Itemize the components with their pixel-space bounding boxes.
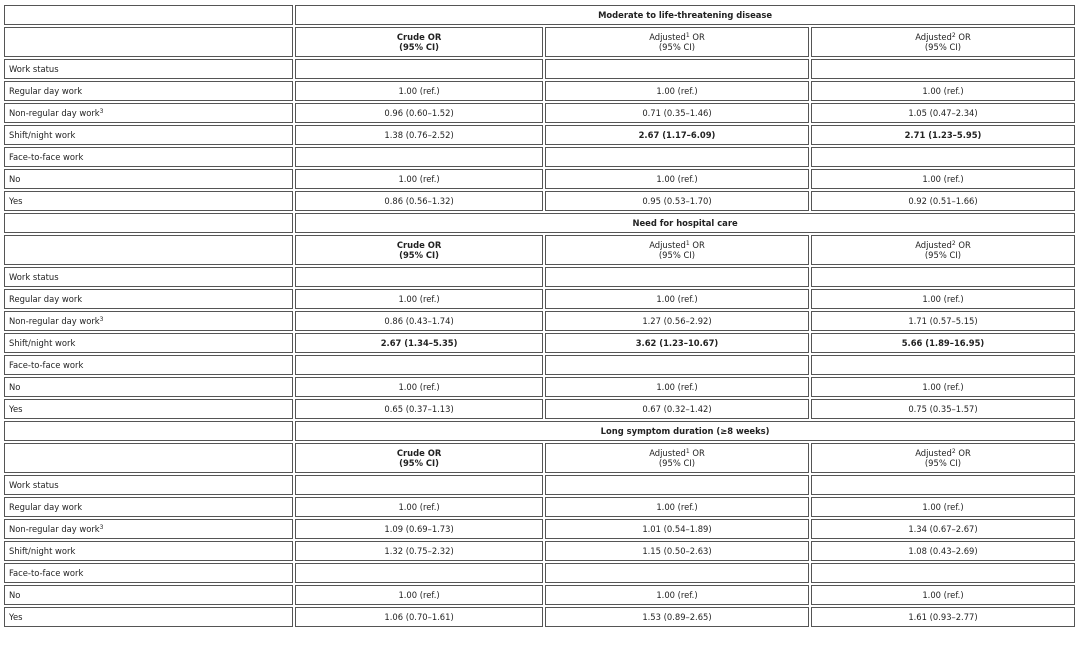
row-label-text: Work status	[9, 480, 59, 490]
table-row	[4, 147, 1075, 167]
table-cell: 0.65 (0.37–1.13)	[295, 399, 543, 419]
row-label-text: Work status	[9, 64, 59, 74]
table-cell: 1.61 (0.93–2.77)	[811, 607, 1075, 627]
table-cell	[295, 563, 543, 583]
header-text-suffix: OR	[955, 448, 971, 458]
section-title-row	[4, 213, 1075, 233]
table-cell: 1.00 (ref.)	[295, 497, 543, 517]
empty-cell	[4, 5, 293, 25]
table-row	[4, 399, 1075, 419]
table-row	[4, 125, 1075, 145]
row-label-text: No	[9, 174, 21, 184]
table-row	[4, 355, 1075, 375]
section-title: Need for hospital care	[295, 213, 1075, 233]
row-label	[4, 563, 293, 583]
header-text: Adjusted	[915, 240, 952, 250]
footnote-mark: 3	[99, 108, 104, 115]
column-header	[295, 443, 543, 473]
row-label-text: Shift/night work	[9, 338, 76, 348]
table-row	[4, 103, 1075, 123]
table-row	[4, 541, 1075, 561]
header-text: Adjusted	[915, 448, 952, 458]
row-label-text: Yes	[9, 404, 23, 414]
row-label	[4, 267, 293, 287]
table-cell: 1.32 (0.75–2.32)	[295, 541, 543, 561]
table-cell: 1.00 (ref.)	[811, 289, 1075, 309]
table-cell	[545, 267, 809, 287]
table-row	[4, 59, 1075, 79]
table-cell: 1.08 (0.43–2.69)	[811, 541, 1075, 561]
column-header	[811, 27, 1075, 57]
row-label	[4, 585, 293, 605]
table-cell: 1.53 (0.89–2.65)	[545, 607, 809, 627]
section-title-row	[4, 5, 1075, 25]
table-cell	[295, 475, 543, 495]
table-cell: 1.00 (ref.)	[811, 81, 1075, 101]
column-header-row	[4, 27, 1075, 57]
table-row	[4, 169, 1075, 189]
table-cell: 1.06 (0.70–1.61)	[295, 607, 543, 627]
table-cell: 1.00 (ref.)	[295, 377, 543, 397]
table-row	[4, 191, 1075, 211]
footnote-mark: 2	[951, 448, 956, 455]
table-row	[4, 311, 1075, 331]
table-cell: 0.67 (0.32–1.42)	[545, 399, 809, 419]
header-text: Adjusted	[649, 32, 686, 42]
row-label-text: Yes	[9, 196, 23, 206]
table-cell: 5.66 (1.89–16.95)	[811, 333, 1075, 353]
footnote-mark: 1	[685, 240, 690, 247]
row-label-text: No	[9, 590, 21, 600]
table-cell: 1.00 (ref.)	[545, 377, 809, 397]
header-text: Crude OR	[396, 448, 442, 458]
footnote-mark: 1	[685, 32, 690, 39]
table-cell	[545, 563, 809, 583]
table-row	[4, 81, 1075, 101]
table-cell: 1.00 (ref.)	[811, 377, 1075, 397]
table-cell	[545, 59, 809, 79]
table-cell: 1.15 (0.50–2.63)	[545, 541, 809, 561]
header-ci: (95% CI)	[399, 42, 440, 52]
row-label	[4, 147, 293, 167]
table-cell	[295, 147, 543, 167]
column-header-row	[4, 443, 1075, 473]
header-ci: (95% CI)	[924, 42, 962, 52]
footnote-mark: 1	[685, 448, 690, 455]
table-cell	[811, 475, 1075, 495]
table-cell: 1.00 (ref.)	[811, 497, 1075, 517]
table-row	[4, 563, 1075, 583]
row-label	[4, 519, 293, 539]
table-cell: 0.95 (0.53–1.70)	[545, 191, 809, 211]
row-label-text: Work status	[9, 272, 59, 282]
row-label	[4, 169, 293, 189]
section-title-row	[4, 421, 1075, 441]
table-cell: 2.71 (1.23–5.95)	[811, 125, 1075, 145]
header-text-suffix: OR	[689, 32, 705, 42]
table-row	[4, 475, 1075, 495]
column-header	[811, 443, 1075, 473]
table-row	[4, 267, 1075, 287]
header-text: Crude OR	[396, 240, 442, 250]
table-cell: 1.00 (ref.)	[811, 169, 1075, 189]
row-label	[4, 377, 293, 397]
table-cell: 0.92 (0.51–1.66)	[811, 191, 1075, 211]
empty-cell	[4, 27, 293, 57]
row-label-text: Non-regular day work	[9, 316, 100, 326]
header-text: Crude OR	[396, 32, 442, 42]
row-label-text: Regular day work	[9, 502, 83, 512]
column-header-row	[4, 235, 1075, 265]
row-label	[4, 541, 293, 561]
table-cell: 0.96 (0.60–1.52)	[295, 103, 543, 123]
table-cell: 1.00 (ref.)	[295, 169, 543, 189]
column-header	[811, 235, 1075, 265]
row-label	[4, 103, 293, 123]
table-row	[4, 497, 1075, 517]
row-label	[4, 399, 293, 419]
table-cell: 1.00 (ref.)	[811, 585, 1075, 605]
table-cell: 2.67 (1.34–5.35)	[295, 333, 543, 353]
row-label-text: Face-to-face work	[9, 568, 84, 578]
table-cell: 1.27 (0.56–2.92)	[545, 311, 809, 331]
header-ci: (95% CI)	[658, 458, 696, 468]
row-label-text: Regular day work	[9, 294, 83, 304]
header-text-suffix: OR	[955, 240, 971, 250]
table-cell	[811, 563, 1075, 583]
row-label-text: Shift/night work	[9, 546, 76, 556]
header-text-suffix: OR	[689, 240, 705, 250]
table-cell: 0.86 (0.43–1.74)	[295, 311, 543, 331]
empty-cell	[4, 235, 293, 265]
row-label	[4, 497, 293, 517]
row-label	[4, 191, 293, 211]
row-label-text: Face-to-face work	[9, 152, 84, 162]
table-cell	[545, 475, 809, 495]
table-cell: 0.86 (0.56–1.32)	[295, 191, 543, 211]
row-label-text: Non-regular day work	[9, 108, 100, 118]
table-cell: 0.75 (0.35–1.57)	[811, 399, 1075, 419]
row-label	[4, 311, 293, 331]
footnote-mark: 3	[99, 316, 104, 323]
row-label	[4, 59, 293, 79]
header-ci: (95% CI)	[399, 250, 440, 260]
table-cell: 1.00 (ref.)	[545, 81, 809, 101]
header-ci: (95% CI)	[924, 250, 962, 260]
table-cell: 1.00 (ref.)	[295, 81, 543, 101]
row-label-text: Yes	[9, 612, 23, 622]
row-label	[4, 333, 293, 353]
table-cell: 1.00 (ref.)	[545, 169, 809, 189]
row-label-text: Face-to-face work	[9, 360, 84, 370]
row-label-text: Regular day work	[9, 86, 83, 96]
footnote-mark: 2	[951, 32, 956, 39]
empty-cell	[4, 421, 293, 441]
table-cell: 1.00 (ref.)	[295, 289, 543, 309]
column-header	[295, 27, 543, 57]
table-cell	[295, 355, 543, 375]
empty-cell	[4, 443, 293, 473]
row-label-text: Shift/night work	[9, 130, 76, 140]
table-row	[4, 519, 1075, 539]
table-cell	[295, 267, 543, 287]
header-text-suffix: OR	[955, 32, 971, 42]
footnote-mark: 3	[99, 524, 104, 531]
table-cell	[811, 267, 1075, 287]
table-cell: 1.05 (0.47–2.34)	[811, 103, 1075, 123]
row-label	[4, 475, 293, 495]
row-label	[4, 125, 293, 145]
table-row	[4, 585, 1075, 605]
row-label	[4, 355, 293, 375]
row-label	[4, 289, 293, 309]
table-cell: 1.38 (0.76–2.52)	[295, 125, 543, 145]
table-cell: 3.62 (1.23–10.67)	[545, 333, 809, 353]
table-cell: 1.71 (0.57–5.15)	[811, 311, 1075, 331]
empty-cell	[4, 213, 293, 233]
table-cell: 1.09 (0.69–1.73)	[295, 519, 543, 539]
table-row	[4, 333, 1075, 353]
table-cell	[545, 147, 809, 167]
table-row	[4, 289, 1075, 309]
table-cell: 1.00 (ref.)	[545, 289, 809, 309]
row-label-text: Non-regular day work	[9, 524, 100, 534]
row-label-text: No	[9, 382, 21, 392]
row-label	[4, 81, 293, 101]
header-ci: (95% CI)	[924, 458, 962, 468]
header-text: Adjusted	[649, 448, 686, 458]
header-ci: (95% CI)	[658, 42, 696, 52]
column-header	[545, 443, 809, 473]
header-text-suffix: OR	[689, 448, 705, 458]
section-title: Long symptom duration (≥8 weeks)	[295, 421, 1075, 441]
table-cell: 2.67 (1.17–6.09)	[545, 125, 809, 145]
table-row	[4, 607, 1075, 627]
table-row	[4, 377, 1075, 397]
column-header	[295, 235, 543, 265]
section-title: Moderate to life-threatening disease	[295, 5, 1075, 25]
table-cell: 1.00 (ref.)	[545, 497, 809, 517]
table-cell	[295, 59, 543, 79]
header-ci: (95% CI)	[658, 250, 696, 260]
table-cell: 1.34 (0.67–2.67)	[811, 519, 1075, 539]
row-label	[4, 607, 293, 627]
table-cell	[545, 355, 809, 375]
header-text: Adjusted	[915, 32, 952, 42]
table-cell: 1.00 (ref.)	[295, 585, 543, 605]
footnote-mark: 2	[951, 240, 956, 247]
odds-ratio-table	[2, 3, 1077, 629]
table-cell: 1.01 (0.54–1.89)	[545, 519, 809, 539]
table-cell	[811, 147, 1075, 167]
header-text: Adjusted	[649, 240, 686, 250]
column-header	[545, 27, 809, 57]
column-header	[545, 235, 809, 265]
table-cell: 0.71 (0.35–1.46)	[545, 103, 809, 123]
table-cell: 1.00 (ref.)	[545, 585, 809, 605]
table-cell	[811, 355, 1075, 375]
header-ci: (95% CI)	[399, 458, 440, 468]
table-cell	[811, 59, 1075, 79]
